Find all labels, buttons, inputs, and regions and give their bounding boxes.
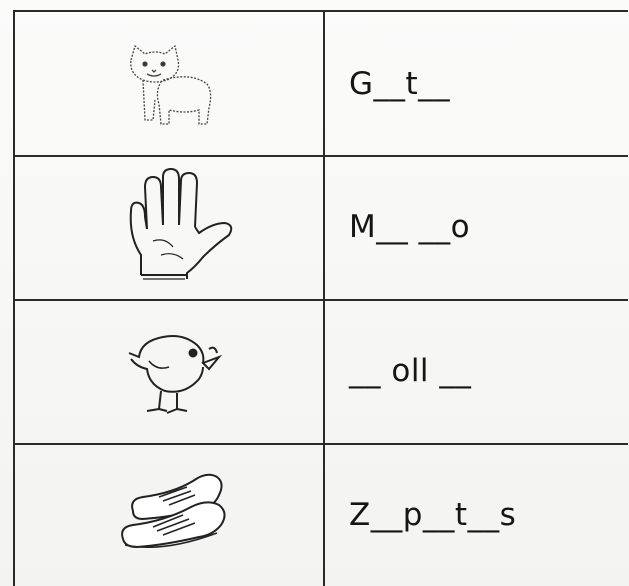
picture-cell xyxy=(13,155,323,299)
cat-icon xyxy=(121,42,221,132)
word-cell xyxy=(325,443,628,586)
table-row xyxy=(13,155,628,299)
picture-cell xyxy=(13,12,323,155)
table-row xyxy=(13,443,628,586)
word-puzzle: __ oll __ xyxy=(349,353,472,389)
word-puzzle: G__t__ xyxy=(349,65,451,102)
word-cell xyxy=(325,155,628,299)
word-cell xyxy=(325,299,628,443)
picture-cell xyxy=(13,443,323,586)
word-puzzle: Z__p__t__s xyxy=(349,496,517,533)
picture-cell xyxy=(13,299,323,443)
chick-icon xyxy=(123,327,233,417)
hand-icon xyxy=(121,167,241,287)
table-row xyxy=(13,12,628,155)
word-cell xyxy=(325,12,628,155)
word-puzzle: M__ __o xyxy=(349,209,471,245)
table-row xyxy=(13,299,628,443)
shoes-icon xyxy=(113,461,243,561)
